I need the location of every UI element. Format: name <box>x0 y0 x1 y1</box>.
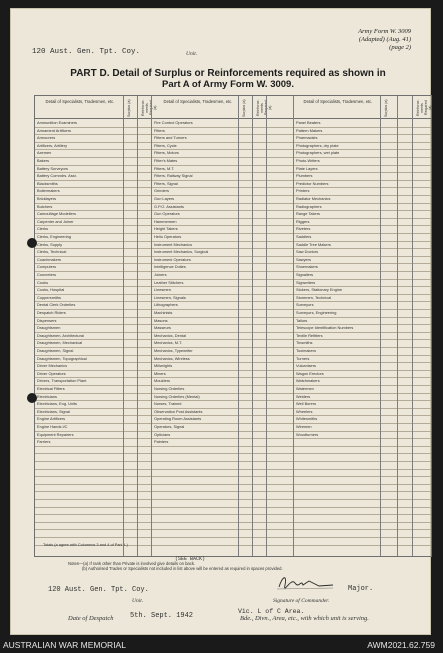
table-cell-col2: Lithographers <box>154 303 178 308</box>
table-cell-col1: Coppersmiths <box>37 295 62 300</box>
table-cell-col3: Riveters <box>296 227 311 232</box>
row-line <box>35 355 431 356</box>
table-cell-col2: Machinists <box>154 311 173 315</box>
row-line <box>35 233 431 234</box>
row-line <box>35 415 431 416</box>
row-line <box>35 286 431 287</box>
row-line <box>35 309 431 310</box>
table-cell-col2: Fitters, Railway Signal <box>154 174 193 179</box>
row-line <box>35 241 431 242</box>
table-cell-col3: Riggers <box>296 219 310 224</box>
table-cell-col3: Watermen <box>296 387 314 391</box>
table-cell-col1: Cooks, Hospital <box>37 288 65 293</box>
table-cell-col3: Tailors <box>296 318 308 323</box>
table-cell-col3: Photographers, dry plate <box>296 143 339 148</box>
table-cell-col2: Joiners <box>154 273 167 277</box>
row-line <box>35 408 431 409</box>
col1-header: Detail of Specialists, Tradesmen, etc. <box>45 99 115 104</box>
divider <box>412 96 413 556</box>
table-cell-col3: Whitesmiths <box>296 417 318 422</box>
row-line <box>35 187 431 188</box>
table-cell-col2: Linesmen, Signals <box>154 295 186 300</box>
row-line <box>35 499 431 500</box>
table-cell-col3: Shoemakers <box>296 265 318 270</box>
divider <box>123 96 124 556</box>
row-line <box>35 476 431 477</box>
title-line-1: PART D. Detail of Surplus or Reinforcements required as shown in <box>70 68 386 79</box>
table-cell-col2: Linesmen <box>154 288 171 293</box>
table-cell-col1: Coachmakers <box>37 257 62 262</box>
table-cell-col3: Tinsmiths <box>296 341 313 346</box>
row-line <box>35 134 431 135</box>
table-cell-col1: Draughtsmen, Topographical <box>37 356 87 361</box>
row-line <box>35 203 431 204</box>
date-label: Date of Despatch <box>68 615 114 622</box>
row-line <box>35 301 431 302</box>
header-divider <box>35 118 431 119</box>
table-cell-col3: Printers <box>296 189 310 194</box>
row-line <box>35 362 431 363</box>
table-cell-col3: Signwriters <box>296 280 316 285</box>
title-line-2: Part A of Army Form W. 3009. <box>162 79 294 90</box>
row-line <box>35 491 431 492</box>
footer-unit-caption: Unit. <box>132 598 144 604</box>
punch-hole <box>27 238 37 248</box>
row-line <box>35 332 431 333</box>
table-cell-col3: Radiographers <box>296 204 322 209</box>
col2-header: Detail of Specialists, Tradesmen, etc. <box>163 99 233 104</box>
footer-rank: Major. <box>348 585 374 593</box>
table-cell-col1: Draughtsmen, Signal <box>37 349 74 353</box>
table-cell-col3: Welders <box>296 394 311 399</box>
unit-typed: 120 Aust. Gen. Tpt. Coy. <box>32 48 141 56</box>
table-cell-col3: Telescope Identification Numbers <box>296 326 354 331</box>
table-cell-col3: Wagon Erectors <box>296 371 324 376</box>
table-cell-col3: Well Borers <box>296 402 317 407</box>
row-line <box>35 438 431 439</box>
table-cell-col3: Radiator Mechanics <box>296 197 331 201</box>
table-cell-col3: Photo-Writers <box>296 159 320 163</box>
table-cell-col1: Electricians, Eng. Units <box>37 402 78 407</box>
col3-reinf-header: Reinforce- ments Required (a) <box>416 99 432 117</box>
table-cell-col2: Mechanics, Dental <box>154 333 187 338</box>
table-cell-col1: Camouflage Modellers <box>37 212 76 217</box>
table-cell-col1: Artificers, Artillery <box>37 143 68 148</box>
table-cell-col1: Computers <box>37 265 57 270</box>
row-line <box>35 537 431 538</box>
table-cell-col2: Mechanics, Wireless <box>154 356 190 361</box>
table-cell-col2: Fitters and Turners <box>154 136 187 141</box>
table-cell-col2: Height Takers <box>154 227 178 232</box>
table-cell-col1: Dental Clerk Orderlies <box>37 303 76 308</box>
table-cell-col3: Plumbers <box>296 174 313 179</box>
table-cell-col2: Mechanics, Typewriter <box>154 349 193 353</box>
table-cell-col2: Fitter's Mates <box>154 159 178 163</box>
row-line <box>35 507 431 508</box>
row-line <box>35 370 431 371</box>
accession-number: AWM2021.62.759 <box>367 640 435 650</box>
table-cell-col1: Clerks, Technical <box>37 250 67 255</box>
table-cell-col2: Fitters <box>154 128 165 133</box>
punch-hole <box>27 393 37 403</box>
col1-reinf-header: Reinforce- ments Required (a) <box>141 99 157 117</box>
table-cell-col2: Intelligence Duties <box>154 265 186 270</box>
table-cell-col3: Storemen, Technical <box>296 295 332 300</box>
row-line <box>35 157 431 158</box>
table-cell-col2: Moulders <box>154 379 171 384</box>
table-cell-col2: Fitters, Motors <box>154 151 179 156</box>
col2-reinf-header: Reinforce- ments Required (a) <box>256 99 272 117</box>
table-cell-col2: Mechanics, M.T. <box>154 341 183 346</box>
col3-surplus-header: Surplus (a) <box>384 99 388 117</box>
table-cell-col2: Opticians <box>154 432 171 437</box>
table-cell-col2: Fire Control Operators <box>154 121 193 125</box>
table-cell-col3: Wheelers <box>296 409 313 414</box>
institution-name: AUSTRALIAN WAR MEMORIAL <box>3 640 126 650</box>
row-line <box>35 279 431 280</box>
table-cell-col1: Engine Artificers <box>37 417 66 422</box>
table-cell-col3: Vulcanisers <box>296 364 316 369</box>
table-cell-col3: Pattern Makers <box>296 128 323 133</box>
table-cell-col3: Signallers <box>296 273 314 277</box>
table-cell-col1: Battery Surveyors <box>37 166 68 171</box>
table-cell-col2: Grinders <box>154 189 169 194</box>
table-cell-col2: Leather Stitchers <box>154 280 184 285</box>
table-cell-col2: Instrument Mechanics <box>154 242 193 247</box>
commander-signature <box>275 573 335 593</box>
table-cell-col3: Predictor Numbers <box>296 181 329 186</box>
row-line <box>35 339 431 340</box>
table-cell-col1: Battery Comndrs. Asst. <box>37 174 77 179</box>
form-number: Army Form W. 3009 <box>358 28 411 35</box>
table-cell-col3: Panel Beaters <box>296 121 321 125</box>
col2-surplus-header: Surplus (a) <box>242 99 246 117</box>
table-cell-col1: Concreters <box>37 273 57 277</box>
row-line <box>35 514 431 515</box>
table-cell-col1: Clerks <box>37 227 49 232</box>
formation-caption: Bde., Divn., Area, etc., with which unit is serving. <box>240 615 369 622</box>
table-cell-col2: Observation Post Assistants <box>154 409 203 414</box>
row-line <box>35 522 431 523</box>
divider <box>151 96 152 556</box>
table-cell-col2: Operators, Signal <box>154 425 185 429</box>
row-line <box>35 461 431 462</box>
form-page <box>10 8 431 635</box>
divider <box>137 96 138 556</box>
see-back: (SEE BACK) <box>175 556 206 562</box>
table-cell-col1: Clerks, Engineering <box>37 235 71 239</box>
table-cell-col2: Fitters, Signal <box>154 181 178 186</box>
note-a: Notes—(a) If rank other than Private is involved give details on back. <box>68 561 196 566</box>
row-line <box>35 317 431 318</box>
table-cell-col2: Masseurs <box>154 326 171 331</box>
table-cell-col1: Cooks <box>37 280 49 285</box>
table-cell-col1: Axemen <box>37 151 52 156</box>
specialists-table <box>34 95 432 557</box>
divider <box>293 96 294 556</box>
table-cell-col3: Watchmakers <box>296 379 320 384</box>
table-cell-col1: Drivers, Transportation Plant <box>37 379 87 384</box>
table-cell-col2: Painters <box>154 440 169 445</box>
totals-label: Totals (a agree with Columnns 3 and 4 of Part A.) <box>43 542 128 547</box>
row-line <box>35 294 431 295</box>
row-line <box>35 165 431 166</box>
divider <box>266 96 267 556</box>
table-cell-col3: Surveyors, Engineering <box>296 311 337 315</box>
table-cell-col1: Bricklayers <box>37 197 57 201</box>
table-cell-col3: Woodturners <box>296 432 319 437</box>
row-line <box>35 423 431 424</box>
table-cell-col1: Bakers <box>37 159 50 163</box>
row-line <box>35 248 431 249</box>
row-line <box>35 529 431 530</box>
table-cell-col3: Stokers, Stationary Engine <box>296 288 343 293</box>
table-cell-col1: Armourers <box>37 136 56 141</box>
footer-unit-typed: 120 Aust. Gen. Tpt. Coy. <box>48 586 149 594</box>
table-cell-col1: Electricians, Signal <box>37 409 70 414</box>
row-line <box>35 393 431 394</box>
row-line <box>35 453 431 454</box>
table-cell-col2: Helio Operators <box>154 235 182 239</box>
table-cell-col1: Butchers <box>37 204 53 209</box>
note-b: (b) Authorised Trades or Specialists not included in list above will be entered as required in spaces provided. <box>82 566 283 571</box>
table-cell-col2: Nurses, Trained <box>154 402 182 407</box>
table-cell-col3: Turners <box>296 356 310 361</box>
row-line <box>35 149 431 150</box>
row-line <box>35 446 431 447</box>
table-cell-col2: G.P.O. Assistants <box>154 204 184 209</box>
row-line <box>35 377 431 378</box>
table-cell-col2: Nursing Orderlies <box>154 387 185 391</box>
row-line <box>35 263 431 264</box>
table-cell-col2: Gun Layers <box>154 197 175 201</box>
row-line <box>35 180 431 181</box>
table-cell-col1: Equipment Repairers <box>37 432 74 437</box>
table-cell-col2: Instrument Operators <box>154 257 191 262</box>
row-line <box>35 218 431 219</box>
table-cell-col1: Draughtsmen <box>37 326 61 331</box>
table-cell-col1: Despatch Riders <box>37 311 66 315</box>
signature-caption: Signature of Commander. <box>273 598 330 604</box>
notes <box>68 561 283 571</box>
row-line <box>35 400 431 401</box>
table-cell-col1: Boilermakers <box>37 189 60 194</box>
row-line <box>35 484 431 485</box>
row-line <box>35 195 431 196</box>
table-cell-col2: Fitters, Cycle <box>154 143 177 148</box>
table-cell-col2: Masons <box>154 318 168 323</box>
table-cell-col1: Electricians <box>37 394 57 399</box>
col3-header: Detail of Specialists, Tradesmen, etc. <box>303 99 373 104</box>
table-cell-col2: Fitters, M.T. <box>154 166 175 171</box>
table-cell-col2: Gun Operators <box>154 212 180 217</box>
table-cell-col1: Draughtsmen, Architectural <box>37 333 84 338</box>
table-cell-col1: Ammunition Examiners <box>37 121 78 125</box>
unit-caption: Unit. <box>186 51 198 57</box>
row-line <box>35 385 431 386</box>
table-cell-col1: Electrical Fitters <box>37 387 65 391</box>
divider <box>397 96 398 556</box>
table-cell-col2: Instrument Mechanics, Surgical <box>154 250 209 255</box>
row-line <box>35 347 431 348</box>
row-line <box>35 172 431 173</box>
formation-typed: Vic. L of C Area. <box>238 608 305 615</box>
table-cell-col2: Millwrights <box>154 364 173 369</box>
table-cell-col3: Sawyers <box>296 257 311 262</box>
divider <box>380 96 381 556</box>
table-cell-col1: Engine Hands I/C <box>37 425 68 429</box>
table-cell-col3: Photographers, wet plate <box>296 151 340 156</box>
archive-footer <box>0 637 443 653</box>
row-line <box>35 469 431 470</box>
table-cell-col1: Dispensers <box>37 318 57 323</box>
table-cell-col3: Wiremen <box>296 425 312 429</box>
date-of-despatch: 5th. Sept. 1942 <box>130 612 194 620</box>
table-cell-col3: Saw Doctors <box>296 250 319 255</box>
table-cell-col3: Textile Refitters <box>296 333 323 338</box>
table-cell-col2: Miners <box>154 371 166 376</box>
row-line <box>35 324 431 325</box>
table-cell-col1: Clerks, Supply <box>37 242 63 247</box>
col1-surplus-header: Surplus (a) <box>127 99 131 117</box>
table-cell-col2: Nursing Orderlies (Mental) <box>154 394 200 399</box>
form-number-block <box>358 28 411 52</box>
table-cell-col1: Driver Mechanics <box>37 364 68 369</box>
divider <box>238 96 239 556</box>
row-line <box>35 210 431 211</box>
form-page-number: (page 2) <box>389 44 411 51</box>
table-cell-col3: Saddlers <box>296 235 312 239</box>
row-line <box>35 127 431 128</box>
row-line <box>35 142 431 143</box>
table-cell-col1: Armament Artificers <box>37 128 71 133</box>
table-cell-col2: Hammermen <box>154 219 177 224</box>
table-cell-col1: Farriers <box>37 440 51 445</box>
table-cell-col3: Pharmacists <box>296 136 318 141</box>
divider <box>252 96 253 556</box>
table-cell-col3: Surveyors <box>296 303 314 308</box>
form-adapted: (Adapted) (Aug. 41) <box>358 36 411 43</box>
table-cell-col2: Operating Room Assistants <box>154 417 202 422</box>
table-cell-col1: Carpenter and Joiner <box>37 219 74 224</box>
table-cell-col1: Draughtsmen, Mechanical <box>37 341 83 346</box>
table-cell-col3: Plate Layers <box>296 166 318 171</box>
table-cell-col1: Driver Operators <box>37 371 66 376</box>
table-cell-col3: Range Takers <box>296 212 320 217</box>
table-cell-col3: Toolmakers <box>296 349 316 353</box>
part-d-title <box>38 68 418 90</box>
table-cell-col1: Blacksmiths <box>37 181 58 186</box>
row-line <box>35 225 431 226</box>
row-line <box>35 271 431 272</box>
row-line <box>35 256 431 257</box>
row-line <box>35 431 431 432</box>
table-cell-col3: Saddle Tree Makers <box>296 242 331 247</box>
